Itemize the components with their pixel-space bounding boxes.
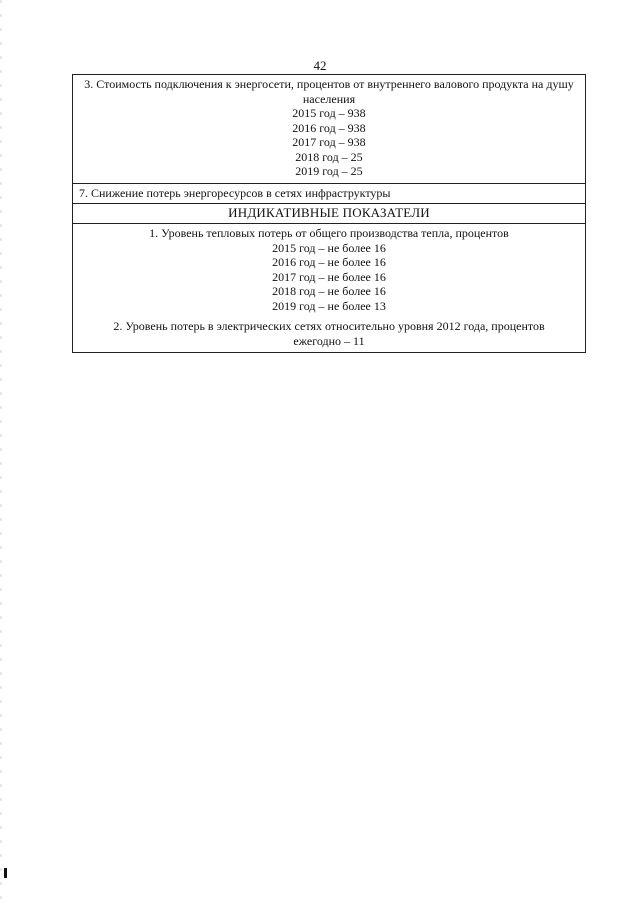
- heat-losses-2017: 2017 год – не более 16: [272, 269, 386, 284]
- indicators-heading-row: [73, 204, 585, 224]
- heat-losses-2019: 2019 год – не более 13: [272, 298, 386, 313]
- electric-losses-value: ежегодно – 11: [293, 333, 365, 348]
- indicators-table: [72, 74, 586, 353]
- cost-connection-title: 3. Стоимость подключения к энергосети, процентов от внутреннего валового продукта на душу населения: [84, 77, 574, 106]
- losses-section-title: 7. Снижение потерь энергоресурсов в сетях инфраструктуры: [79, 185, 391, 200]
- cost-year-2018: 2018 год – 25: [295, 149, 363, 164]
- cost-connection-row: [73, 75, 585, 184]
- heat-losses-2016: 2016 год – не более 16: [272, 255, 386, 269]
- heat-losses-title: 1. Уровень тепловых потерь от общего производства тепла, процентов: [149, 226, 509, 240]
- indicators-body-row: [73, 224, 585, 352]
- scan-artifact-mark: [4, 868, 7, 878]
- cost-year-2019: 2019 год – 25: [295, 164, 363, 178]
- losses-section-row: [73, 184, 585, 205]
- scan-margin-line: [0, 0, 2, 905]
- indicators-heading: ИНДИКАТИВНЫЕ ПОКАЗАТЕЛИ: [228, 205, 430, 220]
- heat-losses-2015: 2015 год – не более 16: [272, 240, 386, 255]
- page-number: 42: [313, 58, 327, 73]
- heat-losses-2018: 2018 год – не более 16: [272, 284, 386, 298]
- cost-year-2015: 2015 год – 938: [292, 106, 366, 120]
- cost-year-2016: 2016 год – 938: [292, 120, 366, 135]
- cost-year-2017: 2017 год – 938: [292, 135, 366, 149]
- electric-losses-title: 2. Уровень потерь в электрических сетях относительно уровня 2012 года, процентов: [113, 319, 545, 333]
